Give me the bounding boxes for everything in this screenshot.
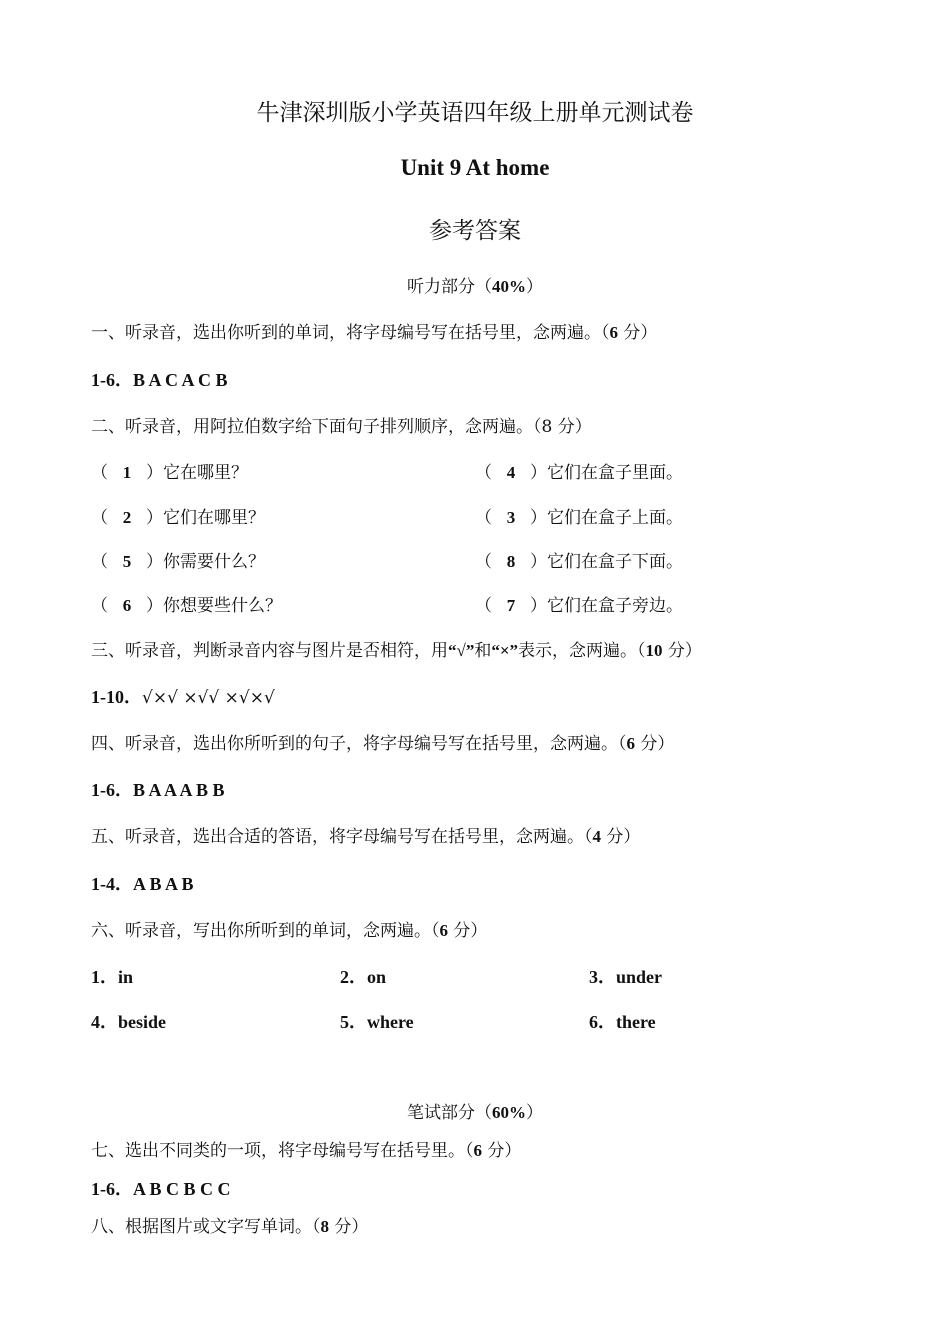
order-item: （ 4 ）它们在盒子里面。 (475, 463, 683, 483)
dictation-word: 6．there (589, 1012, 656, 1032)
listening-section-heading: 听力部分（40%） (407, 277, 543, 297)
dictation-word: 2．on (340, 967, 387, 987)
question-7-answer: 1-6．A B C B C C (91, 1179, 231, 1199)
question-5-prompt: 五、听录音，选出合适的答语，将字母编号写在括号里，念两遍。（4 分） (91, 827, 641, 847)
question-6-prompt: 六、听录音，写出你所听到的单词，念两遍。（6 分） (91, 921, 488, 941)
order-item: （ 7 ）它们在盒子旁边。 (475, 596, 683, 616)
order-item: （ 3 ）它们在盒子上面。 (475, 508, 683, 528)
question-1-answer: 1-6．B A C A C B (91, 370, 228, 390)
order-item: （ 1 ）它在哪里？ (91, 463, 248, 483)
order-item: （ 8 ）它们在盒子下面。 (475, 552, 683, 572)
question-4-prompt: 四、听录音，选出你所听到的句子，将字母编号写在括号里，念两遍。（6 分） (91, 734, 675, 754)
question-3-answer: 1-10．√×√ ×√√ ×√×√ (91, 687, 275, 708)
question-2-prompt: 二、听录音，用阿拉伯数字给下面句子排列顺序，念两遍。（8 分） (91, 417, 592, 437)
answer-key-subtitle: 参考答案 (429, 218, 521, 244)
dictation-word: 4．beside (91, 1012, 167, 1032)
writing-section-heading: 笔试部分（60%） (407, 1103, 543, 1123)
dictation-word: 1．in (91, 967, 134, 987)
document-title: 牛津深圳版小学英语四年级上册单元测试卷 (256, 100, 694, 126)
question-3-prompt: 三、听录音，判断录音内容与图片是否相符，用“√”和“×”表示，念两遍。（10 分） (91, 641, 702, 661)
order-item: （ 6 ）你想要些什么？ (91, 596, 282, 616)
order-item: （ 5 ）你需要什么？ (91, 552, 265, 572)
dictation-word: 3．under (589, 967, 663, 987)
question-1-prompt: 一、听录音，选出你听到的单词，将字母编号写在括号里，念两遍。（6 分） (91, 323, 658, 343)
question-7-prompt: 七、选出不同类的一项，将字母编号写在括号里。（6 分） (91, 1141, 522, 1161)
dictation-word: 5．where (340, 1012, 414, 1032)
question-5-answer: 1-4．A B A B (91, 874, 194, 894)
order-item: （ 2 ）它们在哪里？ (91, 508, 265, 528)
question-4-answer: 1-6．B A A A B B (91, 780, 225, 800)
unit-title: Unit 9 At home (400, 155, 550, 180)
question-8-prompt: 八、根据图片或文字写单词。（8 分） (91, 1217, 369, 1237)
